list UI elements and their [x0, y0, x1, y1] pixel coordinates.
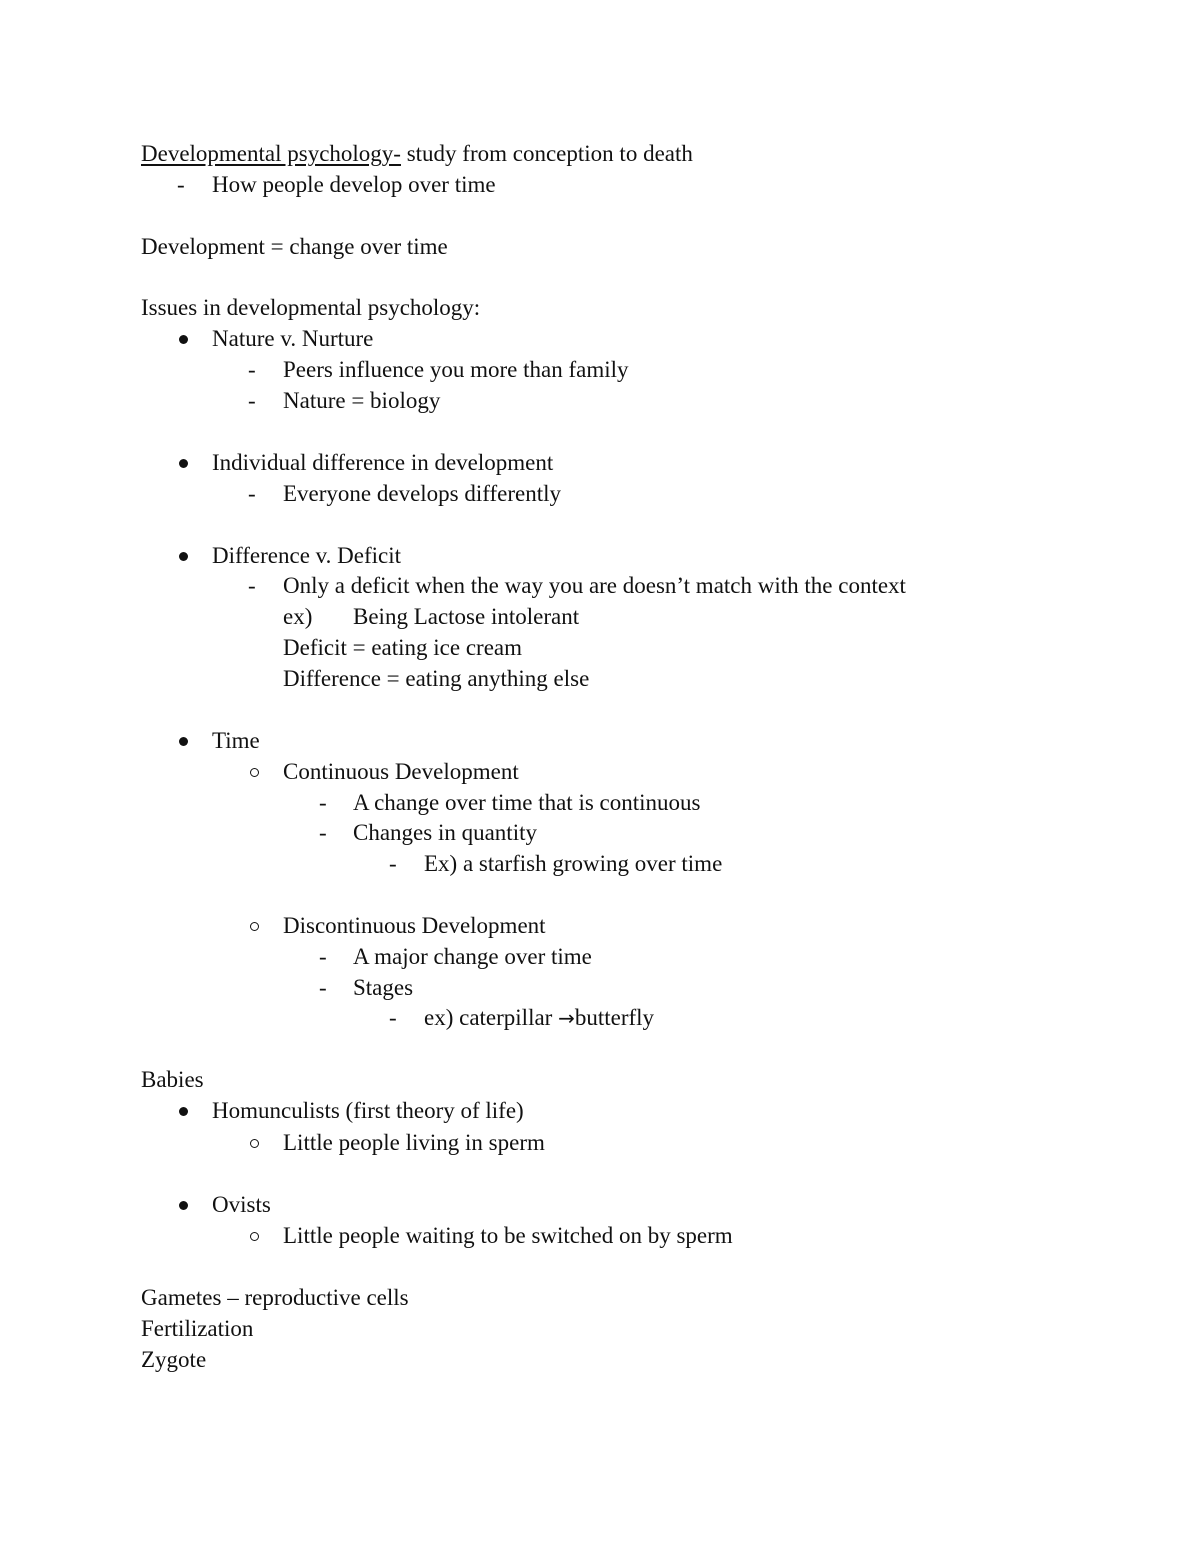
bullet-icon — [179, 335, 188, 344]
list-item: A change over time that is continuous — [353, 790, 701, 815]
section-heading-issues: Issues in developmental psychology: — [141, 295, 481, 320]
dash-marker: - — [389, 1005, 397, 1030]
list-item: Everyone develops differently — [283, 481, 562, 506]
bullet-icon — [179, 459, 188, 468]
circle-bullet-icon — [250, 1139, 259, 1148]
example-text: ex) caterpillar — [424, 1005, 559, 1030]
list-item: Continuous Development — [283, 759, 519, 784]
definition-text: study from conception to death — [400, 141, 693, 166]
bullet-icon — [179, 1107, 188, 1116]
list-item: Deficit = eating ice cream — [283, 635, 523, 660]
list-item: Peers influence you more than family — [283, 357, 629, 382]
example-line — [283, 602, 312, 632]
list-item: Nature v. Nurture — [212, 326, 374, 351]
bullet-icon — [179, 552, 188, 561]
dash-marker: - — [319, 820, 327, 845]
development-definition: Development = change over time — [141, 234, 448, 259]
list-item: Stages — [353, 975, 414, 1000]
dash-marker: - — [248, 573, 256, 598]
term-zygote: Zygote — [141, 1347, 207, 1372]
example-text: Being Lactose intolerant — [353, 604, 580, 629]
dash-marker: - — [248, 388, 256, 413]
example-text: butterfly — [574, 1005, 655, 1030]
example-label: ex) — [283, 604, 313, 629]
term-fertilization: Fertilization — [141, 1316, 254, 1341]
section-heading-babies: Babies — [141, 1067, 204, 1092]
circle-bullet-icon — [250, 922, 259, 931]
list-item: Homunculists (first theory of life) — [212, 1098, 524, 1123]
bullet-icon — [179, 1201, 188, 1210]
list-item — [424, 1003, 654, 1033]
list-item: Difference v. Deficit — [212, 543, 402, 568]
list-item: Changes in quantity — [353, 820, 537, 845]
circle-bullet-icon — [250, 768, 259, 777]
dash-marker: - — [319, 790, 327, 815]
term-gametes: Gametes – reproductive cells — [141, 1285, 409, 1310]
circle-bullet-icon — [250, 1232, 259, 1241]
dash-marker: - — [389, 851, 397, 876]
list-item: Ex) a starfish growing over time — [424, 851, 723, 876]
list-item: Difference = eating anything else — [283, 666, 590, 691]
dash-marker: - — [248, 481, 256, 506]
list-item: Little people living in sperm — [283, 1130, 545, 1155]
list-item: Individual difference in development — [212, 450, 554, 475]
list-item: Little people waiting to be switched on by sperm — [283, 1223, 733, 1248]
dash-marker: - — [319, 975, 327, 1000]
list-item: A major change over time — [353, 944, 592, 969]
list-item: Only a deficit when the way you are doesn’t match with the context — [283, 573, 906, 598]
term-developmental-psychology: Developmental psychology- — [141, 141, 401, 166]
bullet-icon — [179, 737, 188, 746]
definition-line — [141, 139, 693, 169]
arrow-right-icon: → — [558, 1006, 575, 1030]
list-item: Discontinuous Development — [283, 913, 546, 938]
dash-marker: - — [248, 357, 256, 382]
dash-marker: - — [319, 944, 327, 969]
list-item: How people develop over time — [212, 172, 496, 197]
list-item: Time — [212, 728, 260, 753]
list-item: Nature = biology — [283, 388, 441, 413]
dash-marker: - — [177, 172, 185, 197]
list-item: Ovists — [212, 1192, 271, 1217]
